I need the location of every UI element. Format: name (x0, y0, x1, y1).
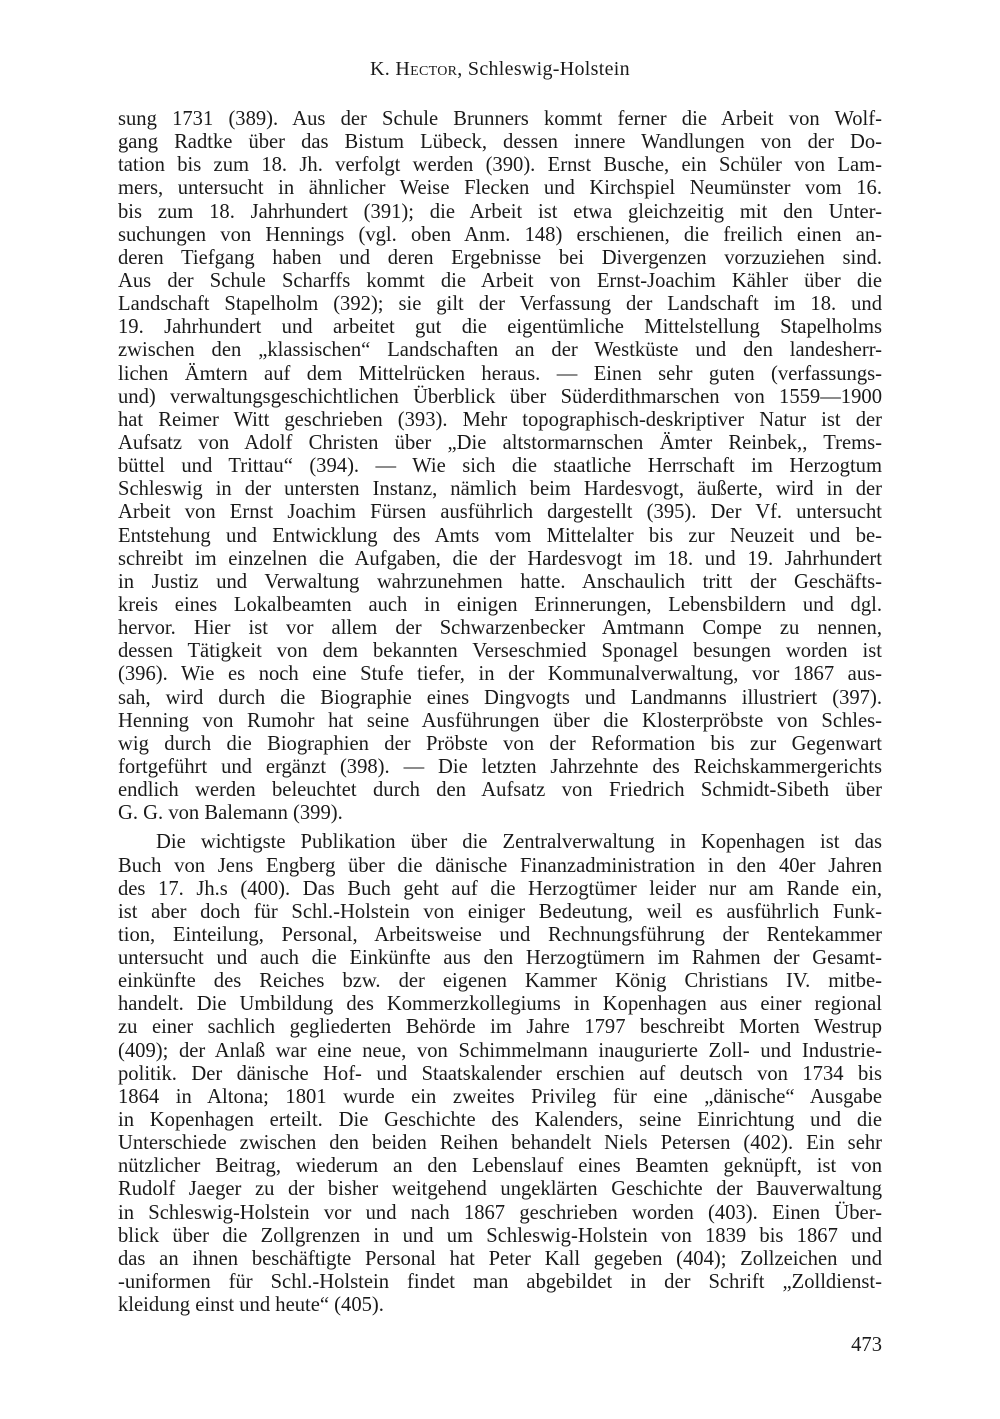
text-line: fortgeführt und ergänzt (398). — Die letzten Jahrzehnte des Reichskammergerichts (118, 755, 882, 778)
text-line: sah, wird durch die Biographie eines Dingvogts und Landmanns illustriert (397). (118, 686, 882, 709)
text-line: tation bis zum 18. Jh. verfolgt werden (390). Ernst Busche, ein Schüler von Lam- (118, 154, 882, 177)
text-line: in Schleswig-Holstein vor und nach 1867 geschrieben worden (403). Einen Über- (118, 1201, 882, 1224)
text-line: untersucht und auch die Einkünfte aus den Herzogtümern im Rahmen der Gesamt- (118, 947, 882, 970)
text-line: Schleswig in der untersten Instanz, nämlich beim Hardesvogt, äußerte, wird in der (118, 478, 882, 501)
text-line: gang Radtke über das Bistum Lübeck, dessen innere Wandlungen von der Do- (118, 131, 882, 154)
text-line: kleidung einst und heute“ (405). (118, 1294, 384, 1317)
text-line: G. G. von Balemann (399). (118, 802, 343, 825)
page-number: 473 (851, 1334, 882, 1356)
text-line: und) verwaltungsgeschichtlichen Überblick über Süderdithmarschen von 1559—1900 (118, 385, 882, 408)
running-head-author: K. Hector (370, 58, 458, 80)
text-line: ist aber doch für Schl.-Holstein von einiger Bedeutung, weil es ausführlich Funk- (118, 900, 882, 923)
paragraph (118, 831, 882, 1317)
running-head (0, 58, 1000, 81)
text-line: Aus der Schule Scharffs kommt die Arbeit von Ernst-Joachim Kähler über die (118, 269, 882, 292)
text-line: Landschaft Stapelholm (392); sie gilt der Verfassung der Landschaft im 18. und (118, 293, 882, 316)
text-line: wig durch die Biographien der Pröbste von der Reformation bis zur Gegenwart (118, 732, 882, 755)
text-line: hat Reimer Witt geschrieben (393). Mehr topographisch-deskriptiver Natur ist der (118, 408, 882, 431)
text-line: einkünfte des Reiches bzw. der eigenen Kammer König Christians IV. mitbe- (118, 970, 882, 993)
text-line: blick über die Zollgrenzen in und um Schleswig-Holstein von 1839 bis 1867 und (118, 1224, 882, 1247)
running-head-title: Schleswig-Holstein (467, 58, 630, 80)
text-line: Arbeit von Ernst Joachim Fürsen ausführlich dargestellt (395). Der Vf. untersucht (118, 501, 882, 524)
paragraph (118, 108, 882, 825)
text-line: das an ihnen beschäftigte Personal hat Peter Kall gegeben (404); Zollzeichen und (118, 1247, 882, 1270)
text-line: handelt. Die Umbildung des Kommerzkollegiums in Kopenhagen aus einer regional (118, 993, 882, 1016)
text-line: Unterschiede zwischen den beiden Reihen behandelt Niels Petersen (402). Ein sehr (118, 1132, 882, 1155)
text-line: (409); der Anlaß war eine neue, von Schimmelmann inaugurierte Zoll- und Industrie- (118, 1039, 882, 1062)
text-line: sung 1731 (389). Aus der Schule Brunners kommt ferner die Arbeit von Wolf- (118, 108, 882, 130)
text-line: schreibt im einzelnen die Aufgaben, die der Hardesvogt im 18. und 19. Jahrhundert (118, 547, 882, 570)
text-line: des 17. Jh.s (400). Das Buch geht auf die Herzogtümer leider nur am Rande ein, (118, 877, 882, 900)
text-line: in Kopenhagen erteilt. Die Geschichte des Kalenders, seine Einrichtung und die (118, 1109, 882, 1132)
text-line: mers, untersucht in ähnlicher Weise Flecken und Kirchspiel Neumünster vom 16. (118, 177, 882, 200)
text-line: politik. Der dänische Hof- und Staatskalender erschien auf deutsch von 1734 bis (118, 1062, 882, 1085)
text-line: suchungen von Hennings (vgl. oben Anm. 148) erschienen, die freilich einen an- (118, 223, 882, 246)
text-line: Die wichtigste Publikation über die Zentralverwaltung in Kopenhagen ist das (156, 831, 882, 854)
text-line: kreis eines Lokalbeamten auch in einigen Erinnerungen, Lebensbildern und dgl. (118, 593, 882, 616)
text-line: 1864 in Altona; 1801 wurde ein zweites Privileg für eine „dänische“ Ausgabe (118, 1085, 882, 1108)
text-line: zu einer sachlich gegliederten Behörde im Jahre 1797 beschreibt Morten Westrup (118, 1016, 882, 1039)
body-text (118, 108, 882, 1317)
text-line: Buch von Jens Engberg über die dänische Finanzadministration in den 40er Jahren (118, 854, 882, 877)
text-line: Aufsatz von Adolf Christen über „Die altstormarnschen Ämter Reinbek,, Trems- (118, 431, 882, 454)
text-line: endlich werden beleuchtet durch den Aufsatz von Friedrich Schmidt-Sibeth über (118, 779, 882, 802)
text-line: deren Tiefgang haben und deren Ergebnisse bei Divergenzen vorzuziehen sind. (118, 246, 882, 269)
text-line: Entstehung und Entwicklung des Amts vom Mittelalter bis zur Neuzeit und be- (118, 524, 882, 547)
text-line: in Justiz und Verwaltung wahrzunehmen hatte. Anschaulich tritt der Geschäfts- (118, 570, 882, 593)
text-line: Henning von Rumohr hat seine Ausführungen über die Klosterpröbste von Schles- (118, 709, 882, 732)
text-line: lichen Ämtern auf dem Mittelrücken heraus. — Einen sehr guten (verfassungs- (118, 362, 882, 385)
text-line: Rudolf Jaeger zu der bisher weitgehend ungeklärten Geschichte der Bauverwaltung (118, 1178, 882, 1201)
text-line: dessen Tätigkeit von dem bekannten Verseschmied Sponagel besungen worden ist (118, 640, 882, 663)
text-line: nützlicher Beitrag, wiederum an den Lebenslauf eines Beamten geknüpft, ist von (118, 1155, 882, 1178)
text-line: tion, Einteilung, Personal, Arbeitsweise und Rechnungsführung der Rentekammer (118, 923, 882, 946)
text-line: zwischen den „klassischen“ Landschaften an der Westküste und den landesherr- (118, 339, 882, 362)
text-line: bis zum 18. Jahrhundert (391); die Arbeit ist etwa gleichzeitig mit den Unter- (118, 200, 882, 223)
text-line: (396). Wie es noch eine Stufe tiefer, in der Kommunalverwaltung, vor 1867 aus- (118, 663, 882, 686)
running-head-separator: , (457, 58, 468, 80)
text-line: hervor. Hier ist vor allem der Schwarzenbecker Amtmann Compe zu nennen, (118, 617, 882, 640)
text-line: 19. Jahrhundert und arbeitet gut die eigentümliche Mittelstellung Stapelholms (118, 316, 882, 339)
text-line: -uniformen für Schl.-Holstein findet man abgebildet in der Schrift „Zolldienst- (118, 1271, 882, 1294)
text-line: büttel und Trittau“ (394). — Wie sich die staatliche Herrschaft im Herzogtum (118, 455, 882, 478)
